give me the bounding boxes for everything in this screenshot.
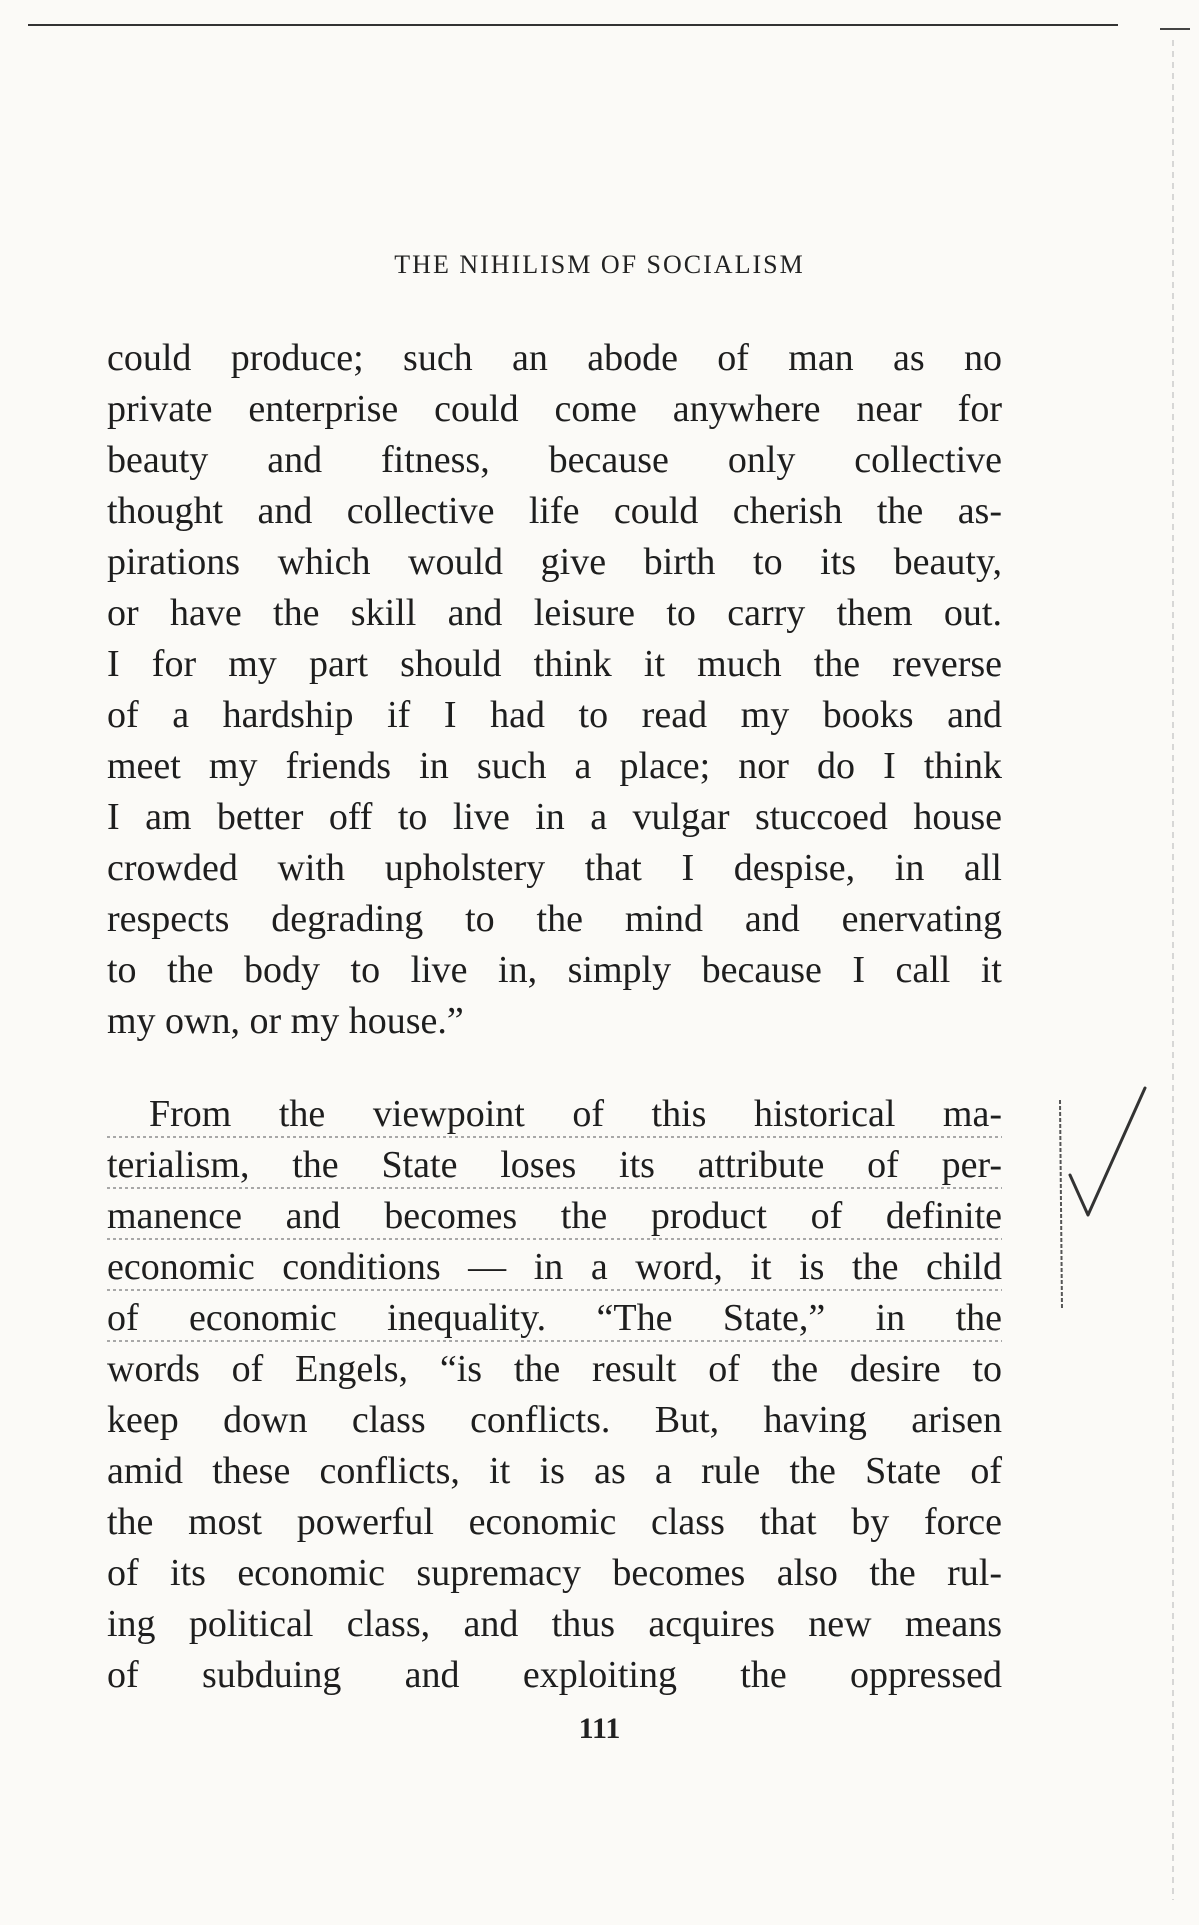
text-line: respects degrading to the mind and enervating [107, 898, 1002, 940]
text-line-marked: manence and becomes the product of definite [107, 1191, 1002, 1242]
top-rule [28, 24, 1118, 26]
paragraph-1 [107, 333, 1002, 1047]
text-line-marked: terialism, the State loses its attribute of per- [107, 1140, 1002, 1191]
text-line: my own, or my house.” [107, 1000, 464, 1042]
text-line: beauty and fitness, because only collective [107, 439, 1002, 481]
text-line-marked: of economic inequality. “The State,” in the [107, 1293, 1002, 1344]
text-line: could produce; such an abode of man as no [107, 337, 1002, 379]
margin-check-mark-icon [1050, 1080, 1160, 1330]
text-line: or have the skill and leisure to carry them out. [107, 592, 1002, 634]
text-line: pirations which would give birth to its beauty, [107, 541, 1002, 583]
text-line: ing political class, and thus acquires new means [107, 1603, 1002, 1645]
text-line: of subduing and exploiting the oppressed [107, 1654, 1002, 1696]
body-text [107, 333, 1002, 1701]
page-edge-corner [1160, 28, 1190, 30]
running-head: THE NIHILISM OF SOCIALISM [394, 250, 805, 279]
page-number: 111 [578, 1712, 621, 1745]
text-line: of a hardship if I had to read my books and [107, 694, 1002, 736]
paragraph-2 [107, 1089, 1002, 1701]
text-line: I for my part should think it much the reverse [107, 643, 1002, 685]
paragraph-gap [107, 1047, 1002, 1089]
text-line: of its economic supremacy becomes also the rul- [107, 1552, 1002, 1594]
text-line: private enterprise could come anywhere near for [107, 388, 1002, 430]
text-line: I am better off to live in a vulgar stuccoed house [107, 796, 1002, 838]
text-line: the most powerful economic class that by force [107, 1501, 1002, 1543]
text-line: crowded with upholstery that I despise, in all [107, 847, 1002, 889]
text-line: thought and collective life could cherish the as- [107, 490, 1002, 532]
text-line-marked: economic conditions — in a word, it is the child [107, 1242, 1002, 1293]
text-line: meet my friends in such a place; nor do I think [107, 745, 1002, 787]
text-line: amid these conflicts, it is as a rule the State of [107, 1450, 1002, 1492]
page-edge-shadow [1172, 40, 1174, 1900]
text-line: words of Engels, “is the result of the desire to [107, 1348, 1002, 1390]
text-line-marked: From the viewpoint of this historical ma- [107, 1089, 1002, 1140]
text-line: keep down class conflicts. But, having arisen [107, 1399, 1002, 1441]
text-line: to the body to live in, simply because I call it [107, 949, 1002, 991]
